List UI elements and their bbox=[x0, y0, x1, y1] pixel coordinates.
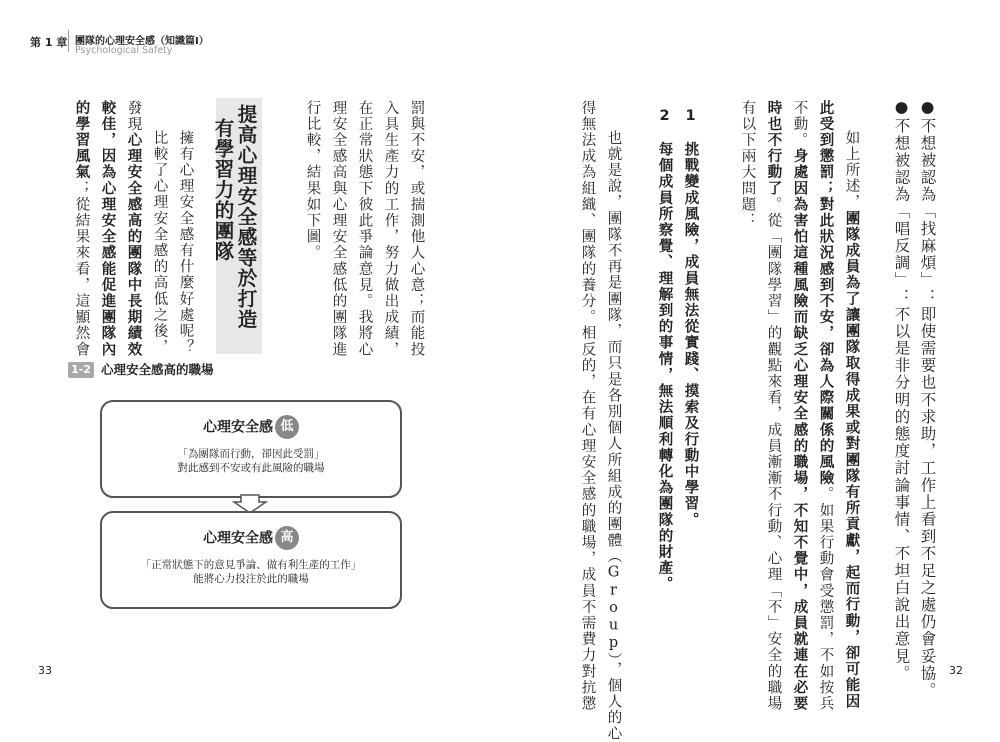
bullet-item: ●不想被認為「找麻煩」：即使需要也不求助，工作上看到不足之處仍會妥協。 bbox=[918, 98, 937, 699]
body-text-column: 發現心理安全感高的團隊中長期績效 bbox=[125, 100, 142, 358]
body-text-column: 罰與不安，或揣測他人心意；而能投 bbox=[408, 100, 425, 358]
header-divider bbox=[68, 30, 69, 52]
low-safety-title: 心理安全感 bbox=[203, 419, 273, 436]
body-text-column: 行比較，結果如下圖。 bbox=[304, 100, 321, 261]
low-safety-panel bbox=[100, 400, 402, 498]
page-number-left: 33 bbox=[38, 664, 52, 677]
numbered-item-2: 2 每個成員所察覺、理解到的事情，無法順利轉化為團隊的財產。 bbox=[656, 108, 673, 593]
body-text-column: 理安全感高與心理安全感低的團隊進 bbox=[330, 100, 347, 358]
high-safety-line: 「正常狀態下的意見爭論、做有利生產的工作」 bbox=[140, 559, 362, 571]
body-text-column: 在正常狀態下彼此爭論意見。我將心 bbox=[356, 100, 373, 358]
high-safety-title: 心理安全感 bbox=[203, 530, 273, 547]
body-text-column: 比較了心理安全感的高低之後， bbox=[151, 130, 168, 356]
section-heading-line: 提高心理安全感等於打造 bbox=[234, 104, 258, 330]
body-text-column: 不動。身處因為害怕這種風險而缺乏心理安全感的職場，不知不覺中，成員就連在必要 bbox=[791, 100, 808, 712]
chapter-title: 團隊的心理安全感（知識篇Ⅰ） bbox=[75, 36, 209, 47]
body-text-column: 得無法成為組織、團隊的養分。相反的，在有心理安全感的職場，成員不需費力對抗懲 bbox=[579, 100, 596, 712]
high-safety-panel bbox=[100, 511, 402, 609]
low-level-badge: 低 bbox=[275, 415, 299, 439]
body-text-column: 此受到懲罰；對此狀況感到不安，卻為人際關係的風險。如果行動會受懲罰，不如按兵 bbox=[817, 100, 834, 712]
body-text-column: 擁有心理安全感有什麼好處呢？ bbox=[177, 130, 194, 356]
low-safety-line: 對此感到不安或有此風險的職場 bbox=[177, 462, 325, 474]
figure-title: 心理安全感高的職場 bbox=[101, 362, 214, 377]
body-text-column: 有以下兩大問題： bbox=[739, 100, 756, 229]
high-level-badge: 高 bbox=[275, 526, 299, 550]
bullet-item: ●不想被認為「唱反調」：不以是非分明的態度討論事情、不坦白說出意見。 bbox=[892, 98, 911, 682]
figure-number-badge: 1-2 bbox=[68, 362, 94, 378]
high-safety-line: 能將心力投注於此的職場 bbox=[193, 573, 309, 585]
section-heading-line: 有學習力的團隊 bbox=[211, 118, 235, 262]
page-number-right: 32 bbox=[949, 664, 963, 677]
numbered-item-1: 1 挑戰變成風險，成員無法從實踐、摸索及行動中學習。 bbox=[682, 108, 699, 529]
body-text-column: 如上所述，團隊成員為了讓團隊取得成果或對團隊有所貢獻，起而行動，卻可能因 bbox=[843, 130, 860, 710]
body-text-column: 較佳，因為心理安全感能促進團隊內 bbox=[99, 100, 116, 358]
body-text-column: 時也不行動了。從「團隊學習」的觀點來看，成員漸漸不行動、心理「不」安全的職場 bbox=[765, 100, 782, 712]
body-text-column: 也就是說，團隊不再是團隊，而只是各別個人所組成的團體（Group），個人的心 bbox=[605, 130, 622, 742]
chapter-label: 第 1 章 bbox=[30, 36, 68, 49]
body-text-column: 入具生產力的工作，努力做出成績， bbox=[382, 100, 399, 358]
body-text-column: 的學習風氣；從結果來看，這顯然會 bbox=[73, 100, 90, 358]
chapter-subtitle: Psychological Safety bbox=[75, 45, 173, 56]
low-safety-line: 「為團隊而行動，卻因此受罰」 bbox=[177, 448, 325, 460]
